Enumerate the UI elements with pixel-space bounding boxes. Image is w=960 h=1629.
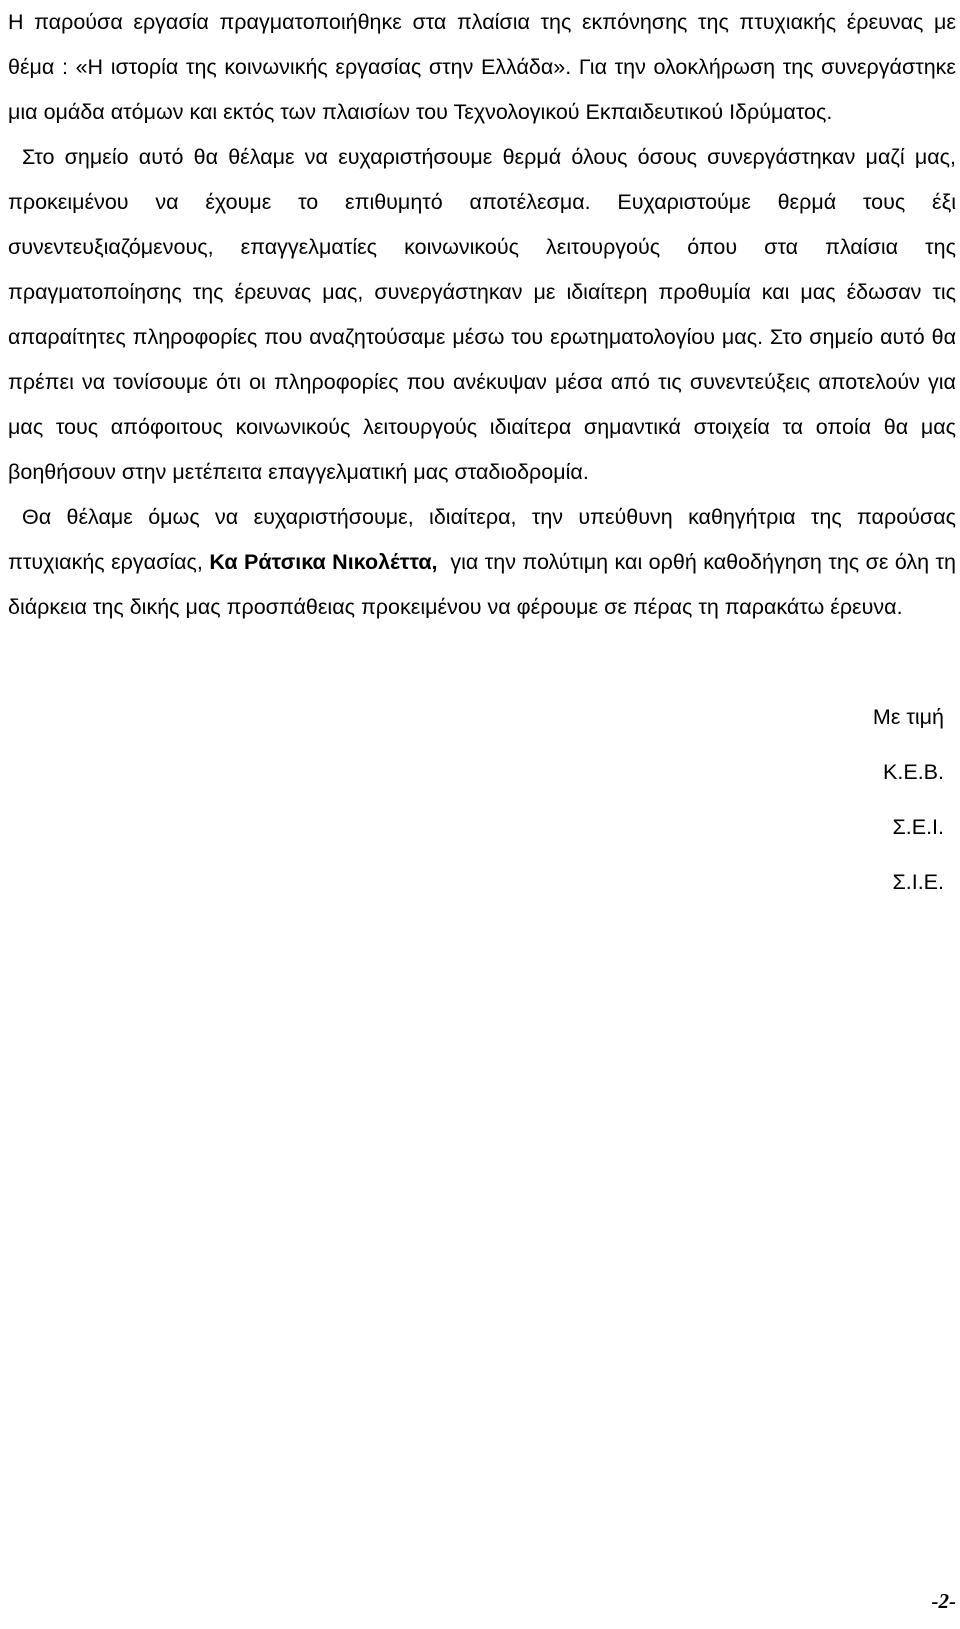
paragraph-intro: Η παρούσα εργασία πραγματοποιήθηκε στα πλαίσια της εκπόνησης της πτυχιακής έρευνας με θέμα : «Η ιστορία της κοινωνικής εργασίας στην Ελλάδα». Για την ολοκλήρωση της συνεργάστηκε μια ομάδα ατόμων και εκτός των πλαισίων του Τεχνολογικού Εκπαιδευτικού Ιδρύματος. [8,10,956,124]
supervisor-name: Κα Ράτσικα Νικολέττα, [209,550,438,574]
signature-block [873,690,944,910]
signature-line: Κ.Ε.Β. [883,760,944,784]
signature-line: Σ.Ι.Ε. [892,870,944,894]
body-text [8,0,956,630]
signature-line: Σ.Ε.Ι. [892,815,944,839]
paragraph-supervisor [8,495,956,630]
page-number: -2- [931,1589,956,1613]
paragraph-supervisor-text-before: Θα θέλαμε όμως να ευχαριστήσουμε, ιδιαίτερα, την υπεύθυνη καθηγήτρια της παρούσας πτυχιακής εργασίας, [8,505,956,574]
paragraph-supervisor-text-after: για την πολύτιμη και ορθή καθοδήγηση της σε όλη τη διάρκεια της δικής μας προσπάθειας προκειμένου να φέρουμε σε πέρας τη παρακάτω έρευνα. [8,550,956,619]
signature-closing: Με τιμή [872,705,944,729]
paragraph-thanks: Στο σημείο αυτό θα θέλαμε να ευχαριστήσουμε θερμά όλους όσους συνεργάστηκαν μαζί μας, προκειμένου να έχουμε το επιθυμητό αποτέλεσμα. Ευχαριστούμε θερμά τους έξι συνεντευξιαζόμενους, επαγγελματίες κοινωνικούς λειτουργούς όπου στα πλαίσια της πραγματοποίησης της έρευνας μας, συνεργάστηκαν με ιδιαίτερη προθυμία και μας έδωσαν τις απαραίτητες πληροφορίες που αναζητούσαμε μέσω του ερωτηματολογίου μας. Στο σημείο αυτό θα πρέπει να τονίσουμε ότι οι πληροφορίες που ανέκυψαν μέσα από τις συνεντεύξεις αποτελούν για μας τους απόφοιτους κοινωνικούς λειτουργούς ιδιαίτερα σημαντικά στοιχεία τα οποία θα μας βοηθήσουν στην μετέπειτα επαγγελματική μας σταδιοδρομία. [8,145,956,484]
